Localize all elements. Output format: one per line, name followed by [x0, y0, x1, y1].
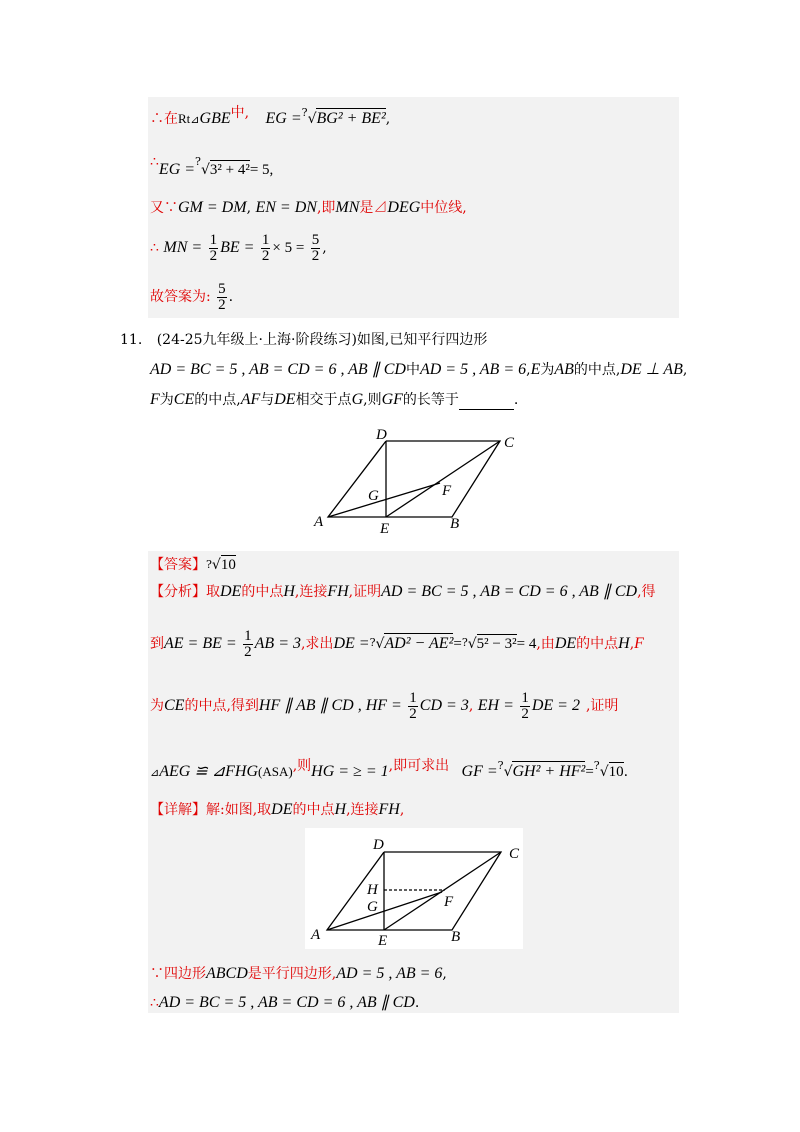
label-D: D	[376, 427, 387, 443]
answer-line-previous: 故答案为: $\frac{5}{2}$ .	[150, 280, 234, 313]
label-C: C	[504, 435, 515, 451]
label-B: B	[451, 929, 461, 945]
fraction: $\frac{1}{2}$	[261, 231, 270, 264]
fraction: $\frac{5}{2}$	[218, 280, 226, 313]
answer-line: 【答案】?√10	[150, 557, 236, 573]
label-C: C	[509, 846, 520, 862]
label-H: H	[367, 882, 378, 898]
detail-line-2: ∵四边形ABCD是平行四边形,AD = 5 , AB = 6,	[150, 965, 447, 982]
parallelogram-figure-2	[305, 828, 523, 949]
parallelogram-figure-1	[310, 425, 520, 540]
analysis-line-4: ⊿AEG ≌ ⊿FHG(ASA),则HG = ≥ = 1,即可求出 GF =?√GH² + HF²=?√10.	[150, 758, 629, 780]
label-G: G	[367, 899, 378, 915]
question-11-header: 11. (24-25九年级上·上海·阶段练习)如图,已知平行四边形	[120, 332, 488, 348]
answer-blank	[459, 395, 514, 410]
solution-line-3: 又∵GM = DM, EN = DN,即MN是⊿DEG中位线,	[150, 199, 467, 216]
label-E: E	[378, 933, 388, 949]
label-A: A	[311, 927, 321, 943]
analysis-line-3: 为CE的中点,得到HF ∥ AB ∥ CD , HF = $\frac{1}{2}$ CD = 3, EH = $\frac{1}{2}$ DE = 2 ,证明	[150, 689, 619, 722]
fraction: $\frac{1}{2}$	[521, 689, 529, 722]
label-F: F	[444, 894, 454, 910]
label-D: D	[373, 837, 384, 853]
analysis-line-2: 到AE = BE = $\frac{1}{2}$ AB = 3,求出DE =?√AD² − AE²=?√5² − 3²= 4,由DE的中点H,F	[150, 627, 644, 660]
question-11-line-2: AD = BC = 5 , AB = CD = 6 , AB ∥ CD中AD = 5 , AB = 6,E为AB的中点,DE ⊥ AB,	[150, 361, 688, 378]
label-F: F	[442, 483, 452, 499]
fraction: $\frac{1}{2}$	[244, 627, 252, 660]
detail-line-3: ∴AD = BC = 5 , AB = CD = 6 , AB ∥ CD.	[150, 994, 420, 1011]
label-G: G	[368, 488, 379, 504]
solution-line-4: ∴ MN = $\frac{1}{2}$ BE = $\frac{1}{2}$ × 5 = $\frac{5}{2}$ ,	[150, 231, 327, 264]
analysis-line-1: 【分析】取DE的中点H,连接FH,证明AD = BC = 5 , AB = CD = 6 , AB ∥ CD,得	[150, 583, 656, 600]
question-11-line-3: F为CE的中点,AF与DE相交于点G,则GF的长等于 .	[150, 391, 519, 408]
label-A: A	[314, 514, 324, 530]
solution-line-2: ∴EG =?√3² + 4²= 5,	[150, 154, 274, 178]
label-E: E	[380, 521, 390, 537]
solution-line-1: ∴在Rt⊿GBE中, EG =?√BG² + BE²,	[150, 105, 391, 127]
fraction: $\frac{1}{2}$	[409, 689, 417, 722]
fraction: $\frac{5}{2}$	[311, 231, 320, 264]
label-B: B	[450, 516, 460, 532]
detail-line-1: 【详解】解:如图,取DE的中点H,连接FH,	[150, 801, 405, 818]
fraction: $\frac{1}{2}$	[209, 231, 218, 264]
